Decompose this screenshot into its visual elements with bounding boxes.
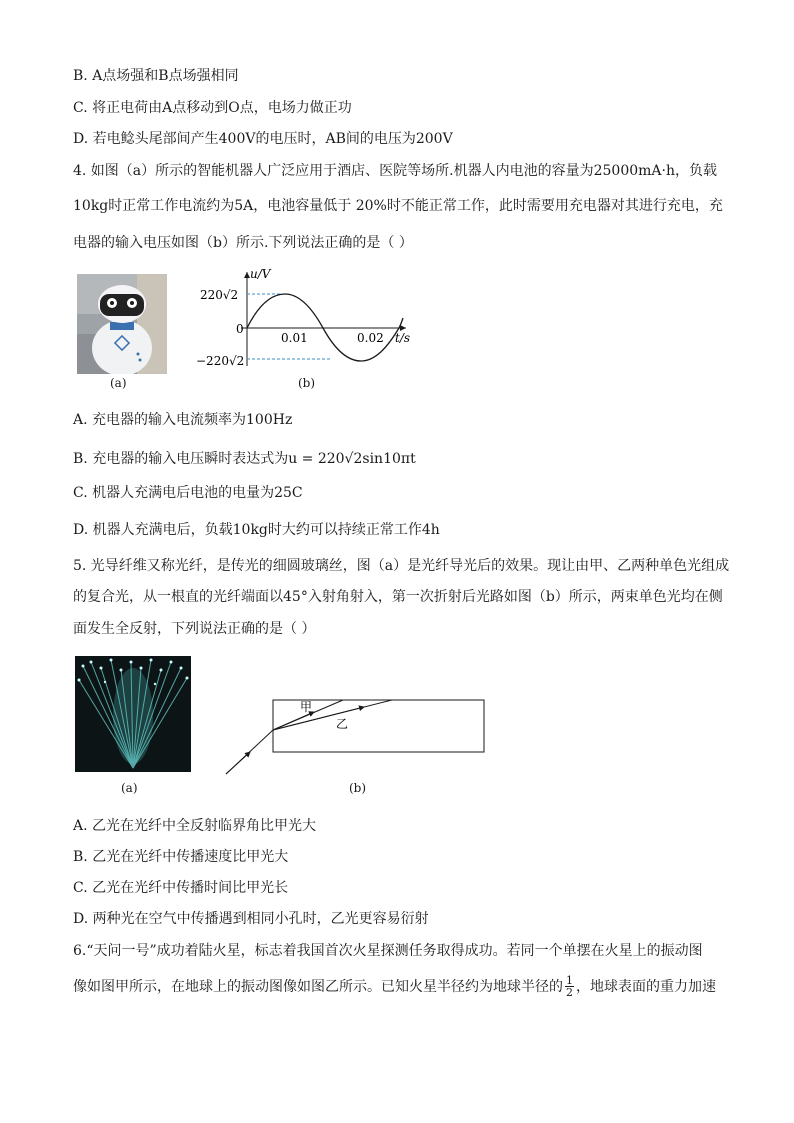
q4-option-b: B. 充电器的输入电压瞬时表达式为u = 220√2sin10πt — [73, 451, 416, 467]
q5-option-b: B. 乙光在光纤中传播速度比甲光大 — [73, 849, 289, 865]
q4-option-a: A. 充电器的输入电流频率为100Hz — [73, 412, 293, 428]
q5-fig-a-caption: (a) — [121, 781, 138, 795]
q6-stem-line2 — [73, 975, 716, 998]
q4-fig-a-caption: (a) — [110, 376, 127, 390]
y-axis-label: u/V — [250, 267, 271, 281]
q5-option-a: A. 乙光在光纤中全反射临界角比甲光大 — [73, 818, 317, 834]
y-max-label: 220√2 — [200, 288, 239, 302]
fraction-numerator: 1 — [566, 974, 573, 987]
ray-yi-label: 乙 — [336, 717, 349, 731]
q3-option-c: C. 将正电荷由A点移动到O点，电场力做正功 — [73, 100, 352, 116]
q4-option-c: C. 机器人充满电后电池的电量为25C — [73, 485, 303, 501]
optical-fiber-photo — [75, 656, 191, 772]
q6-stem-line1: 6.“天问一号”成功着陆火星，标志着我国首次火星探测任务取得成功。若同一个单摆在火星上的振动图 — [73, 943, 703, 959]
q4-stem-line3: 电器的输入电压如图（b）所示.下列说法正确的是（ ） — [73, 235, 413, 251]
ray-jia-label: 甲 — [300, 700, 313, 714]
q4-stem-line2: 10kg时正常工作电流约为5A，电池容量低于 20%时不能正常工作，此时需要用充电器对其进行充电，充 — [73, 198, 723, 214]
incident-ray-arrow — [226, 752, 250, 774]
q3-option-b: B. A点场强和B点场强相同 — [73, 68, 239, 84]
tick-label-1: 0.01 — [281, 331, 308, 345]
origin-label: 0 — [236, 322, 244, 336]
fraction-denominator: 2 — [566, 986, 573, 999]
q4-option-d: D. 机器人充满电后，负载10kg时大约可以持续正常工作4h — [73, 522, 440, 538]
q5-stem-line1: 5. 光导纤维又称光纤，是传光的细圆玻璃丝，图（a）是光纤导光后的效果。现让由甲、乙两种单色光组成 — [73, 558, 730, 574]
robot-photo — [77, 274, 167, 374]
q6-stem-line2-part1: 像如图甲所示，在地球上的振动图像如图乙所示。已知火星半径约为地球半径的 — [73, 978, 563, 995]
q5-option-d: D. 两种光在空气中传播遇到相同小孔时，乙光更容易衍射 — [73, 911, 429, 927]
q5-fig-b-caption: (b) — [349, 781, 367, 795]
fiber-ray-diagram — [222, 694, 488, 776]
q4-fig-b-caption: (b) — [298, 376, 316, 390]
q5-stem-line3: 面发生全反射，下列说法正确的是（ ） — [73, 621, 316, 637]
q5-stem-line2: 的复合光，从一根直的光纤端面以45°入射角射入，第一次折射后光路如图（b）所示，两束单色光均在侧 — [73, 589, 723, 605]
q3-option-d: D. 若电鲶头尾部间产生400V的电压时，AB间的电压为200V — [73, 131, 453, 147]
y-min-label: −220√2 — [196, 354, 245, 368]
q6-stem-line2-part2: ，地球表面的重力加速 — [576, 978, 716, 995]
q5-option-c: C. 乙光在光纤中传播时间比甲光长 — [73, 880, 289, 896]
fraction — [565, 975, 574, 998]
tick-label-2: 0.02 — [357, 331, 384, 345]
x-axis-label: t/s — [395, 331, 411, 345]
q4-stem-line1: 4. 如图（a）所示的智能机器人广泛应用于酒店、医院等场所.机器人内电池的容量为25000mA·h，负载 — [73, 163, 717, 179]
voltage-graph — [196, 266, 416, 378]
